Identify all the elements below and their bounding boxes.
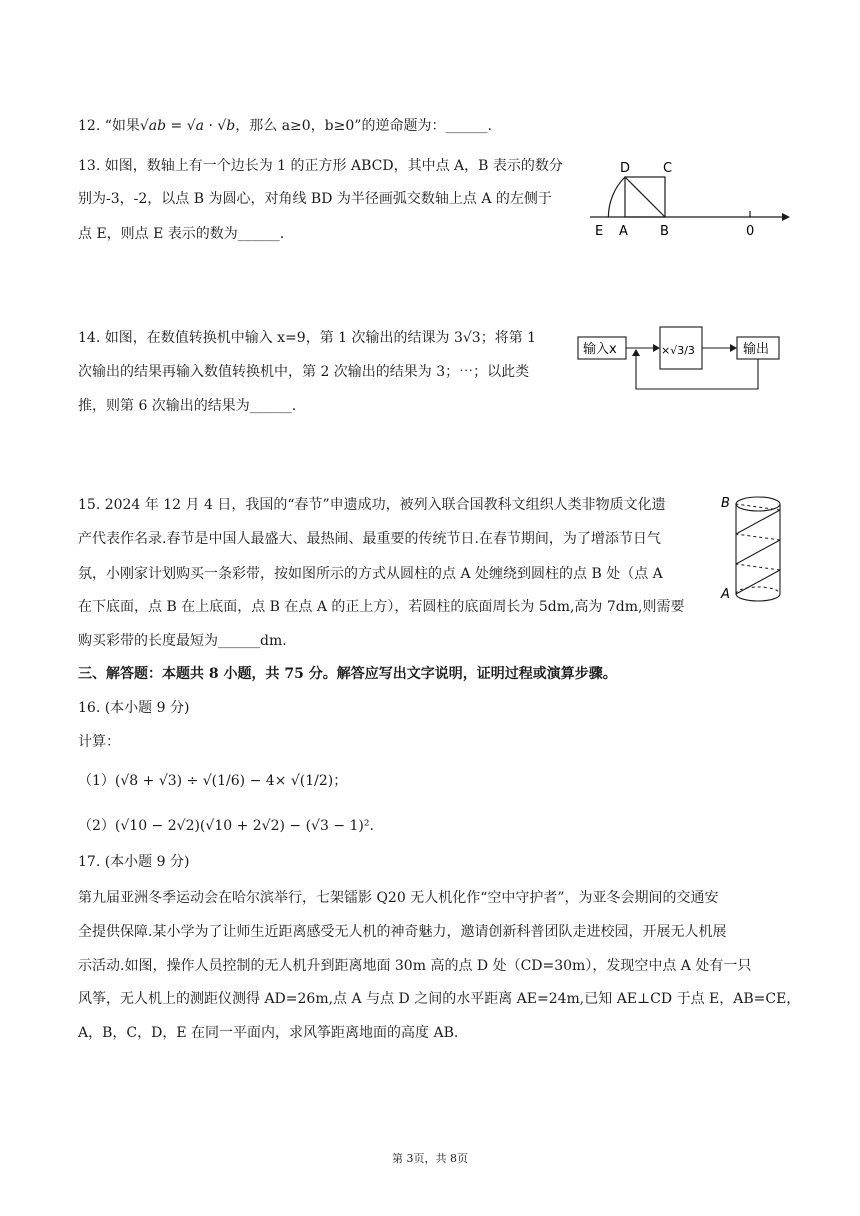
arrow-1-head bbox=[653, 344, 660, 352]
q16-intro: 计算： bbox=[78, 734, 120, 750]
input-label: 输入x bbox=[583, 342, 617, 357]
label-d: D bbox=[620, 161, 631, 176]
q13-figure bbox=[590, 155, 790, 245]
q17-line-5: A，B，C，D，E 在同一平面内，求风筝距离地面的高度 AB. bbox=[78, 1025, 459, 1041]
label-zero: 0 bbox=[746, 224, 755, 239]
q15-line-2: 产代表作名录.春节是中国人最盛大、最热闹、最重要的传统节日.在春节期间，为了增添节日气 bbox=[78, 531, 661, 547]
q17-line-1: 第九届亚洲冬季运动会在哈尔滨举行，七架镭影 Q20 无人机化作“空中守护者”，为亚冬会期间的交通安 bbox=[78, 890, 719, 906]
q16-part-2: （2）(√10 − 2√2)(√10 + 2√2) − (√3 − 1)². bbox=[78, 818, 374, 834]
q15-line-5: 购买彩带的长度最短为______dm. bbox=[78, 633, 287, 649]
arc-from-d bbox=[608, 177, 625, 217]
q17-header: 17. (本小题 9 分) bbox=[78, 854, 190, 870]
output-label: 输出 bbox=[743, 342, 770, 357]
feedback-loop bbox=[636, 355, 758, 389]
q12-text-a: 12. “如果 bbox=[78, 118, 140, 134]
q12-formula: √ab = √a · √b bbox=[139, 118, 236, 134]
q14-line-1: 14. 如图，在数值转换机中输入 x=9，第 1 次输出的结课为 3√3；将第 1 bbox=[78, 330, 537, 346]
cylinder-label-b: B bbox=[721, 496, 730, 511]
feedback-arrow-head bbox=[632, 349, 640, 356]
q17-line-2: 全提供保障.某小学为了让师生近距离感受无人机的神奇魅力，邀请创新科普团队走进校园，开展无人机展 bbox=[78, 924, 727, 940]
label-a: A bbox=[619, 224, 628, 239]
number-line-arrow bbox=[782, 213, 790, 221]
q12-text-b: ，那么 a≥0，b≥0”的逆命题为：______. bbox=[235, 118, 492, 134]
page-footer: 第 3页，共 8页 bbox=[392, 1152, 468, 1165]
q17-line-3: 示活动.如图，操作人员控制的无人机升到距离地面 30m 高的点 D 处（CD=30m），发现空中点 A 处有一只 bbox=[78, 958, 752, 974]
q17-line-4: 风筝，无人机上的测距仪测得 AD=26m,点 A 与点 D 之间的水平距离 AE=24m,已知 AE⊥CD 于点 E，AB=CE， bbox=[78, 991, 801, 1007]
label-b: B bbox=[660, 224, 669, 239]
label-c: C bbox=[663, 161, 673, 176]
op-label: ×√3/3 bbox=[661, 344, 695, 357]
q16-part-1: （1）(√8 + √3) ÷ √(1/6) − 4× √(1/2)； bbox=[78, 773, 348, 789]
q14-figure bbox=[575, 322, 785, 394]
diagonal-bd bbox=[625, 177, 665, 217]
q13-line-3: 点 E，则点 E 表示的数为______. bbox=[78, 226, 285, 242]
q15-line-4: 在下底面，点 B 在上底面，点 B 在点 A 的正上方），若圆柱的底面周长为 5dm,高为 7dm,则需要 bbox=[78, 599, 685, 615]
q14-line-2: 次输出的结果再输入数值转换机中，第 2 次输出的结果为 3；⋯；以此类 bbox=[78, 364, 530, 380]
q15-cylinder-figure bbox=[718, 490, 788, 610]
q15-line-1: 15. 2024 年 12 月 4 日，我国的“春节”申遗成功，被列入联合国教科文组织人类非物质文化遗 bbox=[78, 497, 666, 513]
q14-line-3: 推，则第 6 次输出的结果为______. bbox=[78, 398, 297, 414]
label-e: E bbox=[595, 224, 604, 239]
section-3-heading: 三、解答题：本题共 8 小题，共 75 分。解答应写出文字说明，证明过程或演算步骤。 bbox=[78, 666, 617, 682]
cylinder-bottom-front bbox=[736, 594, 780, 601]
cylinder-label-a: A bbox=[721, 587, 730, 602]
helix-front bbox=[736, 510, 780, 594]
q13-line-2: 别为-3，-2，以点 B 为圆心，对角线 BD 为半径画弧交数轴上点 A 的左侧于 bbox=[78, 191, 552, 207]
q16-header: 16. (本小题 9 分) bbox=[78, 700, 190, 716]
q13-line-1: 13. 如图，数轴上有一个边长为 1 的正方形 ABCD，其中点 A，B 表示的数分 bbox=[78, 158, 563, 174]
q12-line bbox=[78, 117, 492, 135]
q15-line-3: 氛，小刚家计划购买一条彩带，按如图所示的方式从圆柱的点 A 处缠绕到圆柱的点 B 处（点 A bbox=[78, 566, 663, 582]
arrow-2-head bbox=[730, 344, 737, 352]
